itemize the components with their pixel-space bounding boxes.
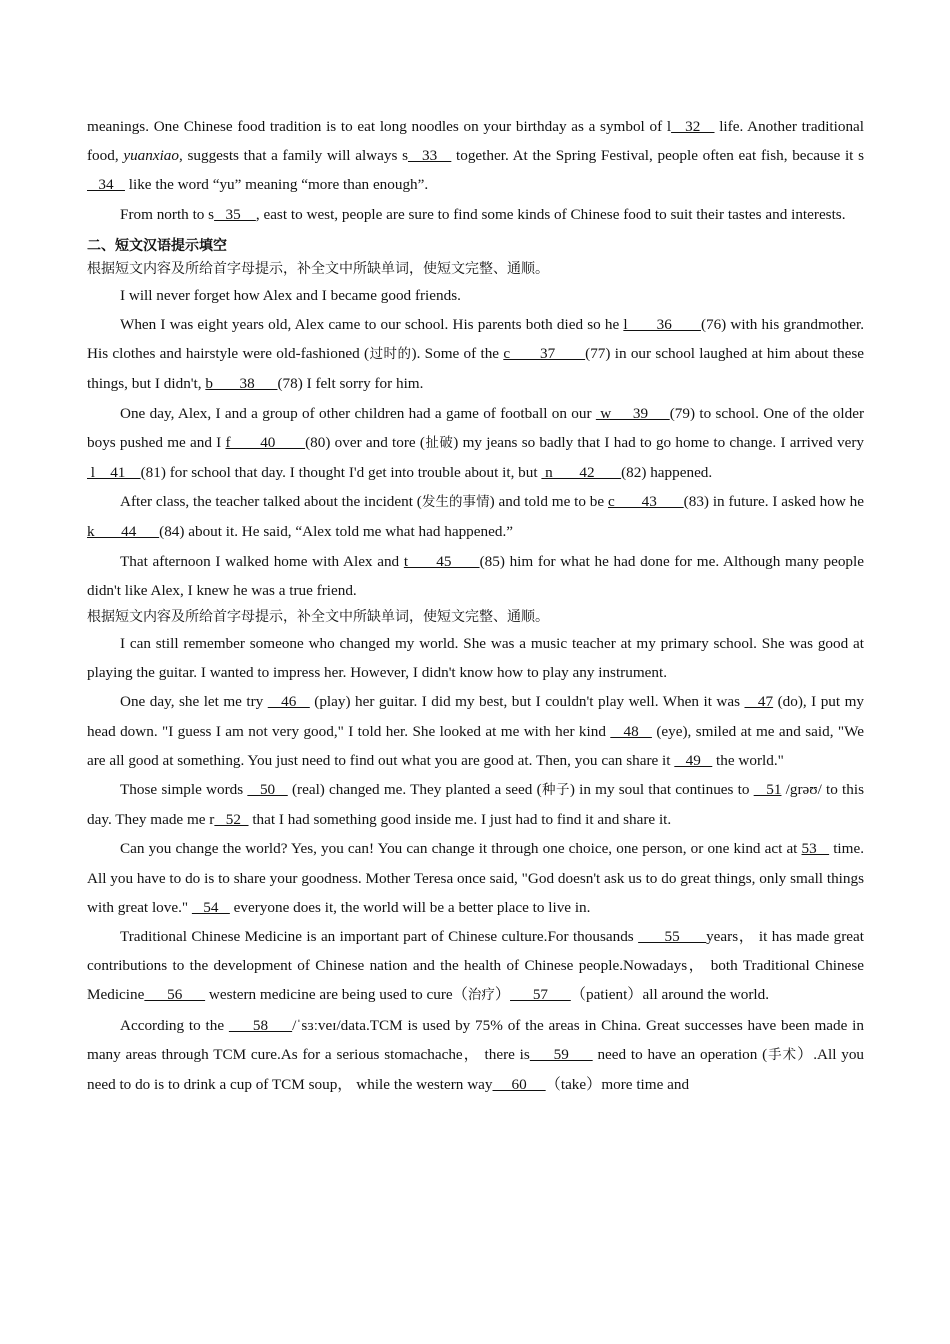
text-run: /grəʊ/ to this day. They made me r bbox=[87, 781, 865, 829]
blank-33[interactable]: 33 bbox=[407, 147, 452, 165]
text-run: When I was eight years old, Alex came to our school. His parents both died so he bbox=[120, 316, 624, 334]
blank-55[interactable]: 55 bbox=[638, 928, 707, 946]
alex-paragraph-5 bbox=[87, 547, 864, 605]
blank-57[interactable]: 57 bbox=[510, 986, 571, 1004]
text-run: (real) changed me. They planted a seed ( bbox=[287, 781, 542, 799]
blank-44[interactable]: k 44 bbox=[87, 523, 160, 541]
blank-38[interactable]: b 38 bbox=[205, 375, 278, 393]
text-run: One day, Alex, I and a group of other children had a game of football on our bbox=[120, 404, 596, 422]
blank-42[interactable]: n 42 bbox=[541, 464, 622, 482]
blank-46[interactable]: 46 bbox=[267, 693, 310, 711]
food-paragraph-1 bbox=[87, 112, 864, 200]
blank-49[interactable]: 49 bbox=[674, 751, 713, 769]
text-run: Traditional Chinese Medicine is an important part of Chinese culture.For thousands bbox=[120, 928, 639, 946]
text-run: (80) over and tore ( bbox=[305, 433, 425, 451]
blank-59[interactable]: 59 bbox=[529, 1045, 593, 1063]
text-run: (play) her guitar. I did my best, but I couldn't play well. When it was bbox=[309, 693, 745, 711]
blank-47[interactable]: 47 bbox=[744, 693, 774, 711]
text-run: （patient）all around the world. bbox=[570, 986, 770, 1004]
blank-58[interactable]: 58 bbox=[228, 1016, 293, 1034]
teacher-paragraph-4 bbox=[87, 834, 864, 922]
tcm-paragraph-2 bbox=[87, 1011, 864, 1100]
text-run: (eye), smiled at me and said, "We are all good at something. You just need to find out what you are good at. Then, you can share it bbox=[87, 722, 864, 769]
chinese-hint: 种子 bbox=[541, 782, 570, 799]
teacher-paragraph-2 bbox=[87, 687, 864, 775]
text-run: years， it has made great contributions to the development of Chinese nation and the health of Chinese people.Nowadays， both Traditional Chinese Medicine bbox=[87, 928, 865, 1004]
section-instruction-2: 根据短文内容及所给首字母提示，补全文中所缺单词，使短文完整、通顺。 bbox=[87, 609, 549, 626]
blank-60[interactable]: 60 bbox=[492, 1076, 546, 1094]
text-run: (76) with his grandmother. His clothes and hairstyle were old-fashioned ( bbox=[87, 316, 864, 363]
blank-40[interactable]: f 40 bbox=[225, 433, 306, 451]
text-run: /ˈsɜːveɪ/data.TCM is used by 75% of the areas in China. Great successes have been made in many areas through TCM cure.As for a serious stomachache， there is bbox=[87, 1016, 864, 1063]
text-run: (79) to school. One of the older boys pushed me and I bbox=[87, 404, 865, 451]
text-run: , east to west, people are sure to find some kinds of Chinese food to suit their tastes and interests. bbox=[255, 205, 846, 223]
text-run: According to the bbox=[120, 1016, 229, 1034]
text-run: ) and told me to be bbox=[489, 493, 608, 511]
text-run: the world." bbox=[712, 751, 784, 769]
text-run: need to have an operation ( bbox=[592, 1045, 768, 1063]
text-run: From north to s bbox=[120, 205, 215, 223]
text-run: everyone does it, the world will be a better place to live in. bbox=[229, 898, 591, 916]
text-run: , suggests that a family will always s bbox=[179, 147, 408, 165]
blank-35[interactable]: 35 bbox=[214, 205, 256, 223]
blank-48[interactable]: 48 bbox=[610, 722, 652, 740]
chinese-hint: 发生的事情 bbox=[421, 494, 490, 511]
blank-39[interactable]: w 39 bbox=[595, 404, 670, 422]
chinese-hint: 治疗 bbox=[467, 987, 495, 1004]
text-run: ). Some of the bbox=[411, 345, 504, 363]
text-run: (81) for school that day. I thought I'd get into trouble about it, but bbox=[140, 464, 542, 482]
text-run: （take）more time and bbox=[545, 1076, 690, 1094]
text-run: ) in my soul that continues to bbox=[569, 781, 754, 799]
text-run: (85) him for what he had done for me. Although many people didn't like Alex, I knew he was a true friend. bbox=[87, 552, 864, 599]
blank-41[interactable]: l 41 bbox=[87, 464, 141, 482]
blank-52[interactable]: 52 bbox=[214, 811, 249, 829]
text-run: together. At the Spring Festival, people often eat fish, because it s bbox=[451, 147, 865, 165]
section-instruction-1: 根据短文内容及所给首字母提示，补全文中所缺单词，使短文完整、通顺。 bbox=[87, 260, 549, 277]
blank-54[interactable]: 54 bbox=[191, 898, 230, 916]
text-run: (77) in our school laughed at him about these things, but I didn't, bbox=[87, 345, 865, 393]
text-run: ) my jeans so badly that I had to go home to change. I arrived very bbox=[453, 433, 864, 451]
alex-paragraph-2 bbox=[87, 310, 864, 399]
teacher-paragraph-1: I can still remember someone who changed my world. She was a music teacher at my primary school. She was good at playing the guitar. I wanted to impress her. However, I didn't know how to play any instrument. bbox=[87, 635, 864, 682]
text-run: (78) I felt sorry for him. bbox=[277, 375, 424, 393]
chinese-hint: 手术 bbox=[767, 1046, 798, 1063]
text-run: ） bbox=[494, 986, 511, 1004]
text-run: After class, the teacher talked about the incident ( bbox=[120, 493, 422, 511]
text-run: like the word “yu” meaning “more than enough”. bbox=[124, 176, 429, 194]
text-run: time. All you have to do is to share your goodness. Mother Teresa once said, "God doesn't ask us to do great things, only small things with great love." bbox=[87, 840, 865, 916]
chinese-hint: 扯破 bbox=[424, 434, 454, 451]
text-run: Those simple words bbox=[120, 781, 248, 799]
text-run: life. Another traditional food, bbox=[87, 118, 865, 165]
blank-36[interactable]: l 36 bbox=[623, 316, 701, 334]
text-run: ）.All you need to do is to drink a cup of TCM soup， while the western way bbox=[87, 1045, 865, 1094]
blank-56[interactable]: 56 bbox=[144, 986, 206, 1004]
blank-53[interactable]: 53 bbox=[801, 840, 830, 858]
teacher-paragraph-3 bbox=[87, 775, 864, 834]
blank-45[interactable]: t 45 bbox=[403, 552, 480, 570]
alex-paragraph-3 bbox=[87, 399, 864, 488]
alex-paragraph-4 bbox=[87, 487, 864, 546]
blank-43[interactable]: c 43 bbox=[607, 493, 684, 511]
chinese-hint: 过时的 bbox=[369, 346, 412, 363]
text-run: meanings. One Chinese food tradition is to eat long noodles on your birthday as a symbol of l bbox=[87, 118, 672, 135]
italic-term: yuanxiao bbox=[123, 147, 179, 165]
alex-paragraph-1: I will never forget how Alex and I became good friends. bbox=[120, 286, 461, 304]
text-run: that I had something good inside me. I just had to find it and share it. bbox=[248, 811, 672, 829]
text-run: western medicine are being used to cure（ bbox=[205, 986, 468, 1004]
text-run: (do), I put my head down. "I guess I am not very good," I told her. She looked at me with her kind bbox=[87, 693, 864, 740]
document-page bbox=[87, 112, 864, 1099]
tcm-paragraph-1 bbox=[87, 922, 864, 1011]
text-run: Can you change the world? Yes, you can! You can change it through one choice, one person, or one kind act at bbox=[120, 840, 802, 858]
text-run: One day, she let me try bbox=[120, 693, 268, 711]
blank-50[interactable]: 50 bbox=[247, 781, 288, 799]
text-run: (82) happened. bbox=[621, 464, 713, 482]
text-run: That afternoon I walked home with Alex and bbox=[120, 552, 404, 570]
blank-51[interactable]: 51 bbox=[753, 781, 782, 799]
food-paragraph-2 bbox=[87, 200, 864, 229]
blank-32[interactable]: 32 bbox=[671, 118, 715, 135]
section-heading: 二、短文汉语提示填空 bbox=[87, 237, 227, 254]
text-run: (83) in future. I asked how he bbox=[683, 493, 865, 511]
blank-37[interactable]: c 37 bbox=[503, 345, 586, 363]
blank-34[interactable]: 34 bbox=[87, 176, 125, 194]
text-run: (84) about it. He said, “Alex told me what had happened.” bbox=[159, 523, 513, 541]
